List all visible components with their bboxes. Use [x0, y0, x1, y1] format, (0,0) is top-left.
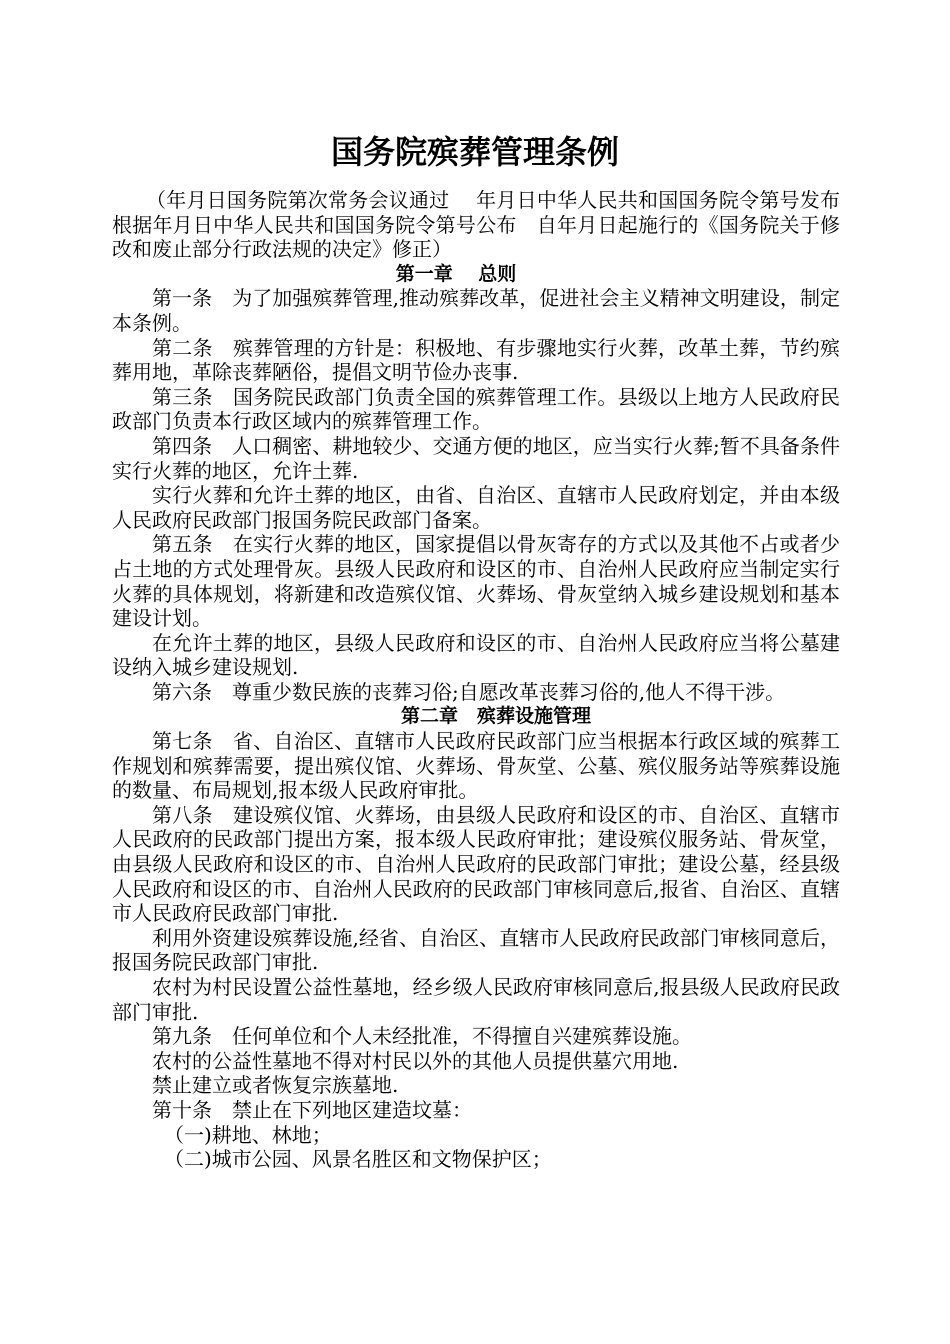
article-10-item-2: （二)城市公园、风景名胜区和文物保护区； [164, 1147, 552, 1172]
article-8-paragraph-2: 利用外资建设殡葬设施,经省、自治区、直辖市人民政府民政部门审核同意后，报国务院民政部门审批. [112, 925, 840, 975]
article-5: 第五条 在实行火葬的地区，国家提倡以骨灰寄存的方式以及其他不占或者少占土地的方式处理骨灰。县级人民政府和设区的市、自治州人民政府应当制定实行火葬的具体规划，将新建和改造殡仪馆、火葬场、骨灰堂纳入城乡建设规划和基本建设计划。 [112, 532, 840, 631]
article-8: 第八条 建设殡仪馆、火葬场，由县级人民政府和设区的市、自治区、直辖市人民政府的民政部门提出方案，报本级人民政府审批；建设殡仪服务站、骨灰堂，由县级人民政府和设区的市、自治州人民政府的民政部门审批；建设公墓，经县级人民政府和设区的市、自治州人民政府的民政部门审核同意后,报省、自治区、直辖市人民政府民政部门审批. [112, 802, 840, 926]
article-10: 第十条 禁止在下列地区建造坟墓： [152, 1097, 472, 1122]
article-9-paragraph-2: 农村的公益性墓地不得对村民以外的其他人员提供墓穴用地. [152, 1048, 679, 1073]
article-7: 第七条 省、自治区、直辖市人民政府民政部门应当根据本行政区域的殡葬工作规划和殡葬需要，提出殡仪馆、火葬场、骨灰堂、公墓、殡仪服务站等殡葬设施的数量、布局规划,报本级人民政府审批。 [112, 729, 840, 803]
article-3: 第三条 国务院民政部门负责全国的殡葬管理工作。县级以上地方人民政府民政部门负责本行政区域内的殡葬管理工作。 [112, 384, 840, 434]
article-9: 第九条 任何单位和个人未经批准，不得擅自兴建殡葬设施。 [152, 1024, 692, 1049]
article-4: 第四条 人口稠密、耕地较少、交通方便的地区，应当实行火葬;暂不具备条件实行火葬的地区，允许土葬. [112, 433, 840, 483]
article-9-paragraph-3: 禁止建立或者恢复宗族墓地. [152, 1073, 399, 1098]
article-4-paragraph-2: 实行火葬和允许土葬的地区，由省、自治区、直辖市人民政府划定，并由本级人民政府民政部门报国务院民政部门备案。 [112, 483, 840, 532]
article-2: 第二条 殡葬管理的方针是：积极地、有步骤地实行火葬，改革土葬，节约殡葬用地，革除丧葬陋俗，提倡文明节俭办丧事. [112, 335, 840, 385]
intro-paragraph: （年月日国务院第次常务会议通过 年月日中华人民共和国国务院令第号发布 根据年月日中华人民共和国国务院令第号公布 自年月日起施行的《国务院关于修改和废止部分行政法规的决定》修正） [112, 188, 860, 262]
chapter-heading-2: 第二章 殡葬设施管理 [400, 705, 591, 728]
document-title: 国务院殡葬管理条例 [330, 133, 619, 171]
article-6: 第六条 尊重少数民族的丧葬习俗;自愿改革丧葬习俗的,他人不得干涉。 [152, 679, 786, 704]
article-5-paragraph-2: 在允许土葬的地区，县级人民政府和设区的市、自治州人民政府应当将公墓建设纳入城乡建设规划. [112, 630, 840, 680]
document-body [112, 188, 860, 1172]
article-1: 第一条 为了加强殡葬管理,推动殡葬改革，促进社会主义精神文明建设，制定本条例。 [112, 286, 840, 335]
chapter-heading-1: 第一章 总则 [395, 262, 517, 285]
article-10-item-1: （一)耕地、林地； [164, 1122, 332, 1147]
article-8-paragraph-3: 农村为村民设置公益性墓地，经乡级人民政府审核同意后,报县级人民政府民政部门审批. [112, 975, 840, 1024]
